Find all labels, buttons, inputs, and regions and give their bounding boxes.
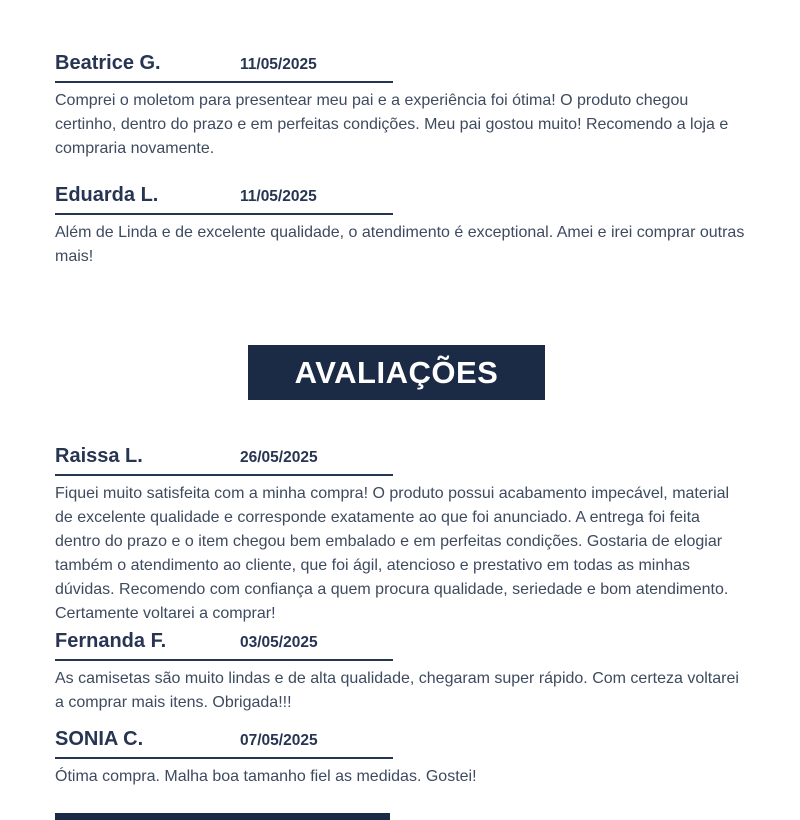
- avaliacoes-banner: [248, 345, 545, 400]
- review-date: 26/05/2025: [240, 449, 318, 466]
- review-header: [55, 628, 393, 661]
- review-header: [55, 182, 393, 215]
- review-header: [55, 726, 393, 759]
- review-card: [55, 726, 747, 789]
- review-date: 07/05/2025: [240, 732, 318, 749]
- reviewer-name: Beatrice G.: [55, 52, 161, 74]
- review-text: As camisetas são muito lindas e de alta qualidade, chegaram super rápido. Com certeza voltarei a comprar mais itens. Obrigada!!!: [55, 670, 739, 711]
- review-text: Fiquei muito satisfeita com a minha compra! O produto possui acabamento impecável, material de excelente qualidade e corresponde exatamente ao que foi anunciado. A entrega foi feita dentro do prazo e o item chegou bem embalado e em perfeitas condições. Gostaria de elogiar também o atendimento ao cliente, que foi ágil, atencioso e prestativo em todas as minhas dúvidas. Recomendo com confiança a quem procura qualidade, seriedade e bom atendimento. Certamente voltarei a comprar!: [55, 485, 730, 622]
- review-date: 11/05/2025: [240, 56, 317, 73]
- review-text: Além de Linda e de excelente qualidade, o atendimento é exceptional. Amei e irei comprar outras mais!: [55, 224, 745, 265]
- page-title: AVALIAÇÕES: [294, 354, 499, 390]
- review-card: [55, 50, 747, 161]
- reviewer-name: Eduarda L.: [55, 184, 159, 206]
- review-date: 11/05/2025: [240, 188, 317, 205]
- review-text: Comprei o moletom para presentear meu pai e a experiência foi ótima! O produto chegou certinho, dentro do prazo e em perfeitas condições. Meu pai gostou muito! Recomendo a loja e compraria novamente.: [55, 92, 729, 157]
- reviewer-name: SONIA C.: [55, 728, 144, 750]
- review-header: [55, 443, 393, 476]
- review-card: [55, 443, 747, 626]
- review-card: [55, 628, 747, 715]
- cutoff-divider: [55, 813, 390, 820]
- review-date: 03/05/2025: [240, 634, 318, 651]
- review-card: [55, 182, 747, 269]
- review-header: [55, 50, 393, 83]
- review-text: Ótima compra. Malha boa tamanho fiel as medidas. Gostei!: [55, 768, 477, 785]
- reviewer-name: Fernanda F.: [55, 630, 167, 652]
- reviewer-name: Raissa L.: [55, 445, 143, 467]
